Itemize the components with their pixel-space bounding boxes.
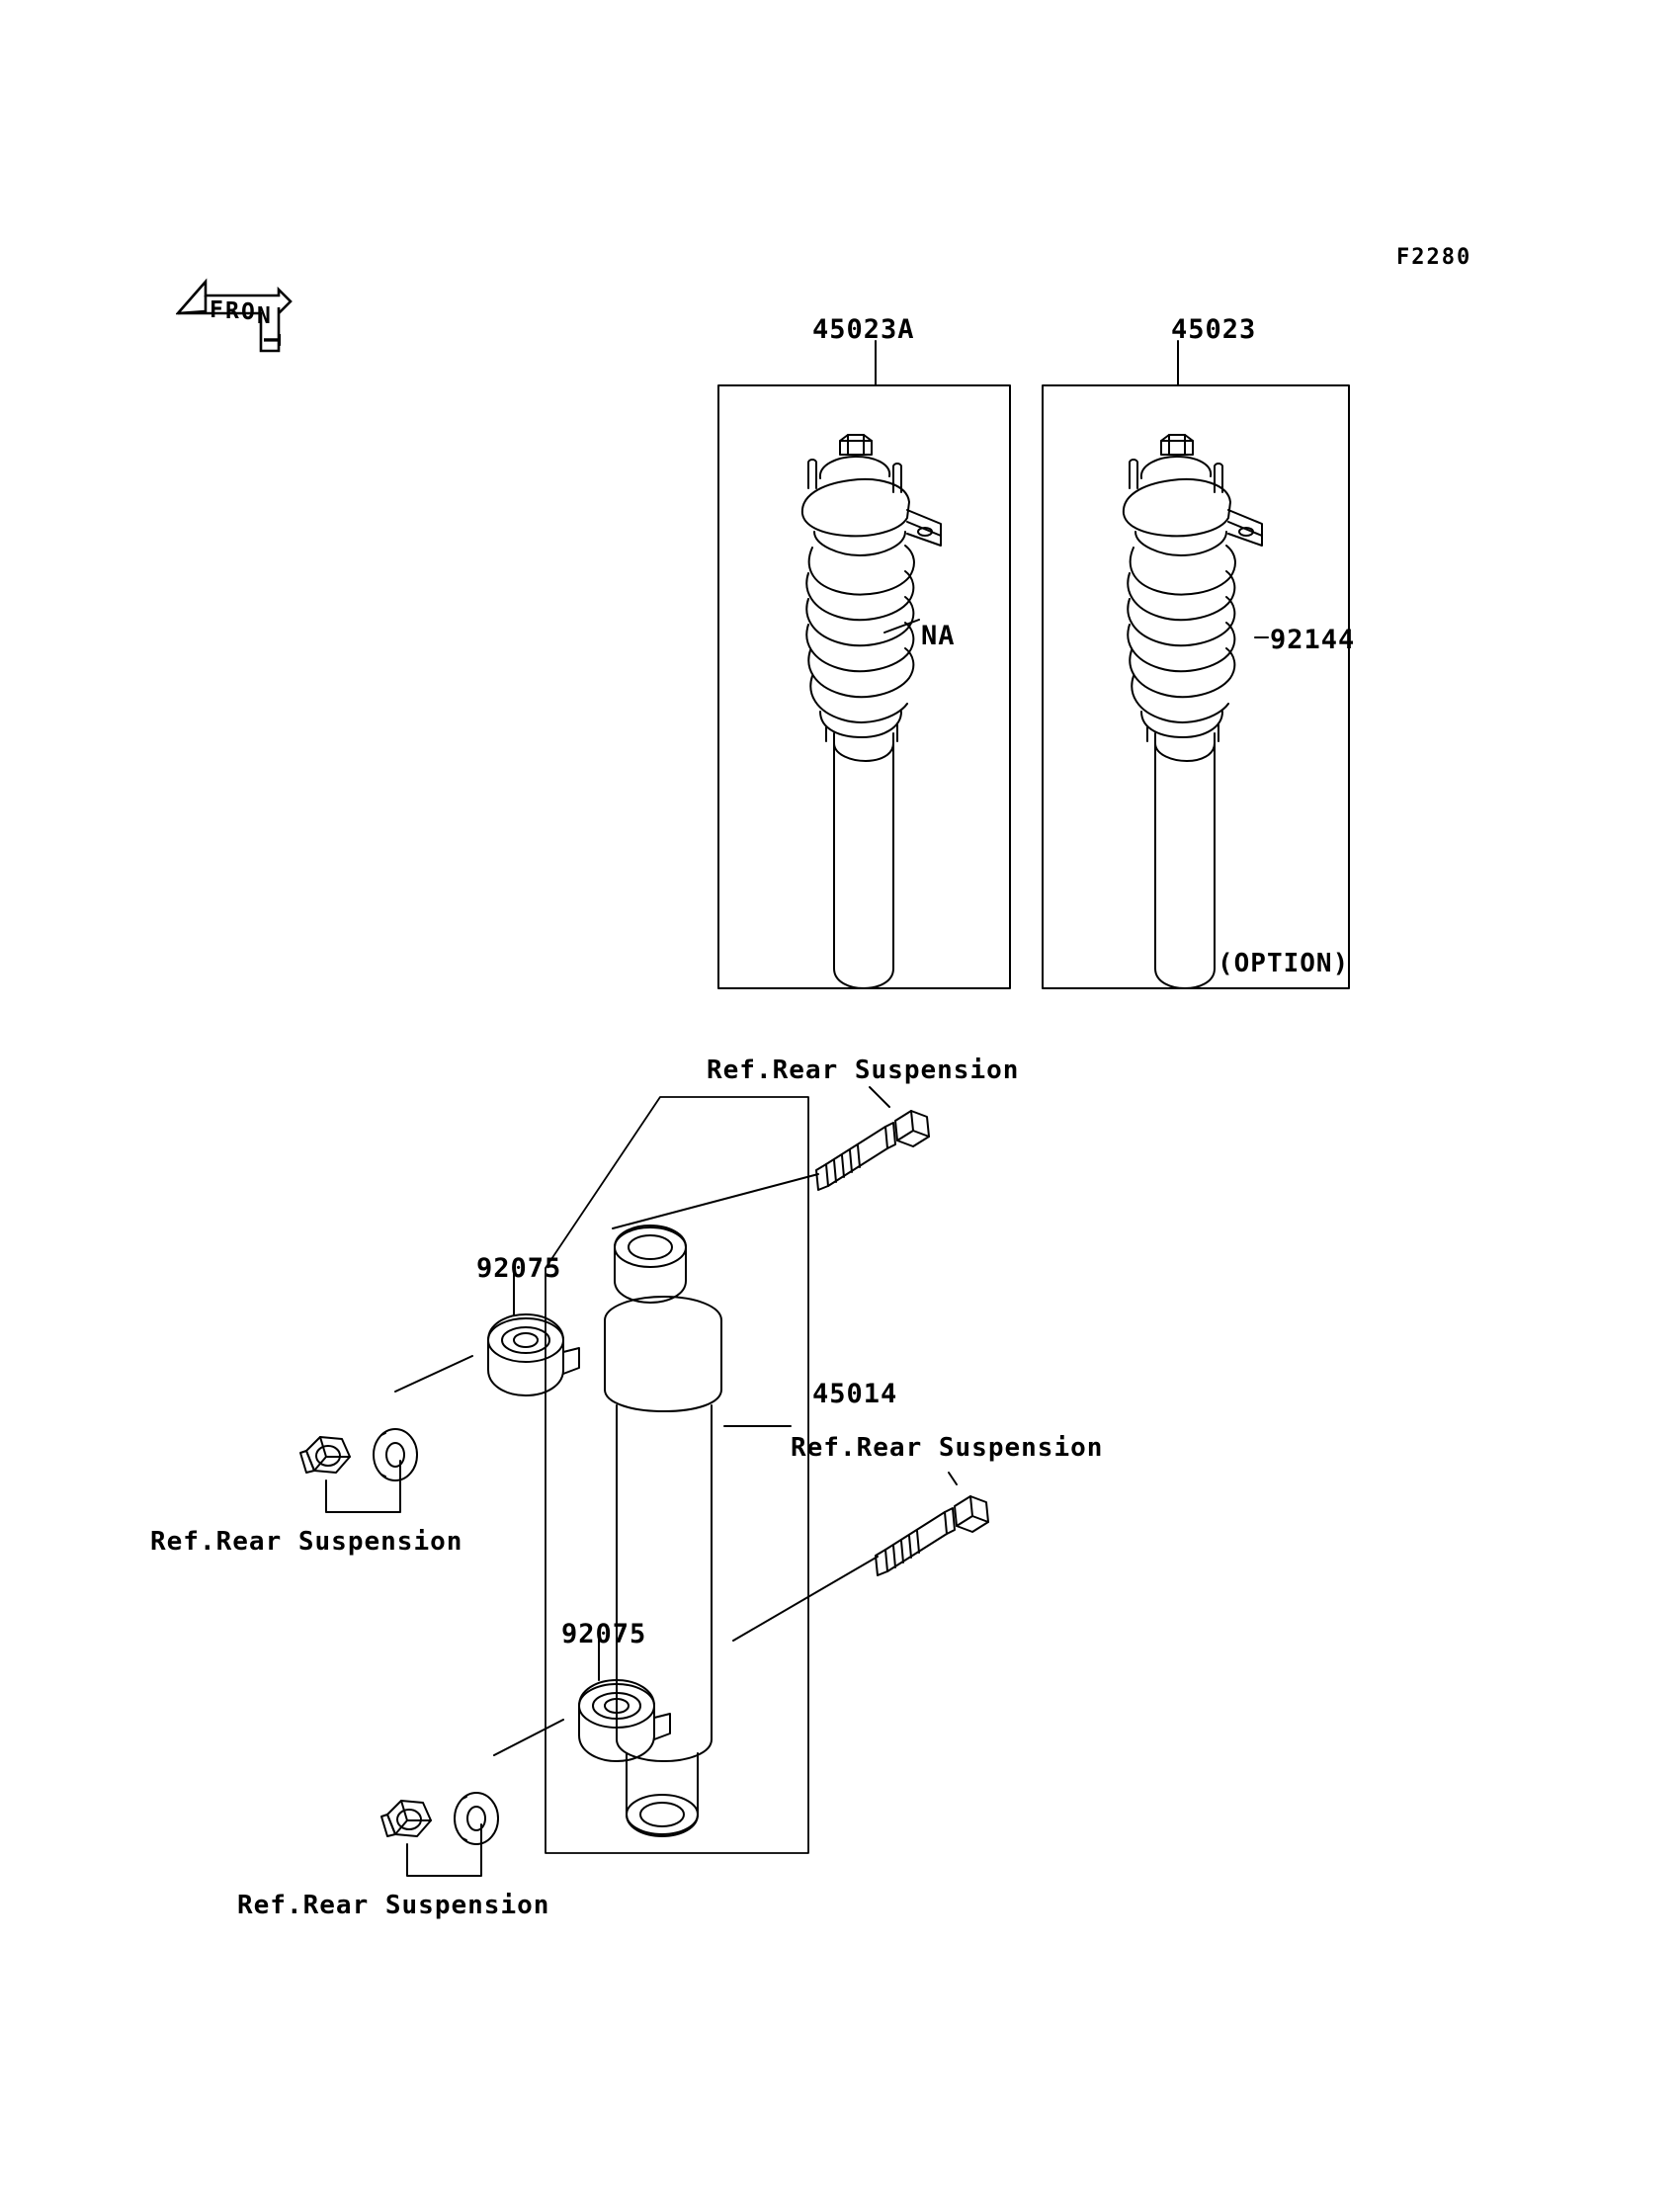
part-label-92075-upper: 92075 <box>476 1253 562 1284</box>
ref-rear-suspension-left-label: Ref.Rear Suspension <box>150 1527 463 1557</box>
ref-rear-suspension-top-label: Ref.Rear Suspension <box>707 1056 1020 1085</box>
ref-rear-suspension-mid-label: Ref.Rear Suspension <box>791 1433 1104 1463</box>
svg-text:F: F <box>210 297 224 323</box>
svg-text:N: N <box>257 303 271 329</box>
sheet-code-label: F2280 <box>1396 245 1472 270</box>
part-label-45014: 45014 <box>812 1379 898 1409</box>
part-label-92144: 92144 <box>1270 625 1356 655</box>
part-label-92075-lower: 92075 <box>561 1619 647 1649</box>
ref-rear-suspension-bottom-label: Ref.Rear Suspension <box>237 1891 550 1920</box>
option-note-label: (OPTION) <box>1218 949 1350 978</box>
part-label-45023: 45023 <box>1171 314 1257 345</box>
svg-text:T: T <box>258 333 284 347</box>
svg-text:O: O <box>241 299 255 325</box>
part-label-45023A: 45023A <box>812 314 915 345</box>
part-label-na: NA <box>921 621 956 651</box>
svg-text:R: R <box>225 298 240 324</box>
